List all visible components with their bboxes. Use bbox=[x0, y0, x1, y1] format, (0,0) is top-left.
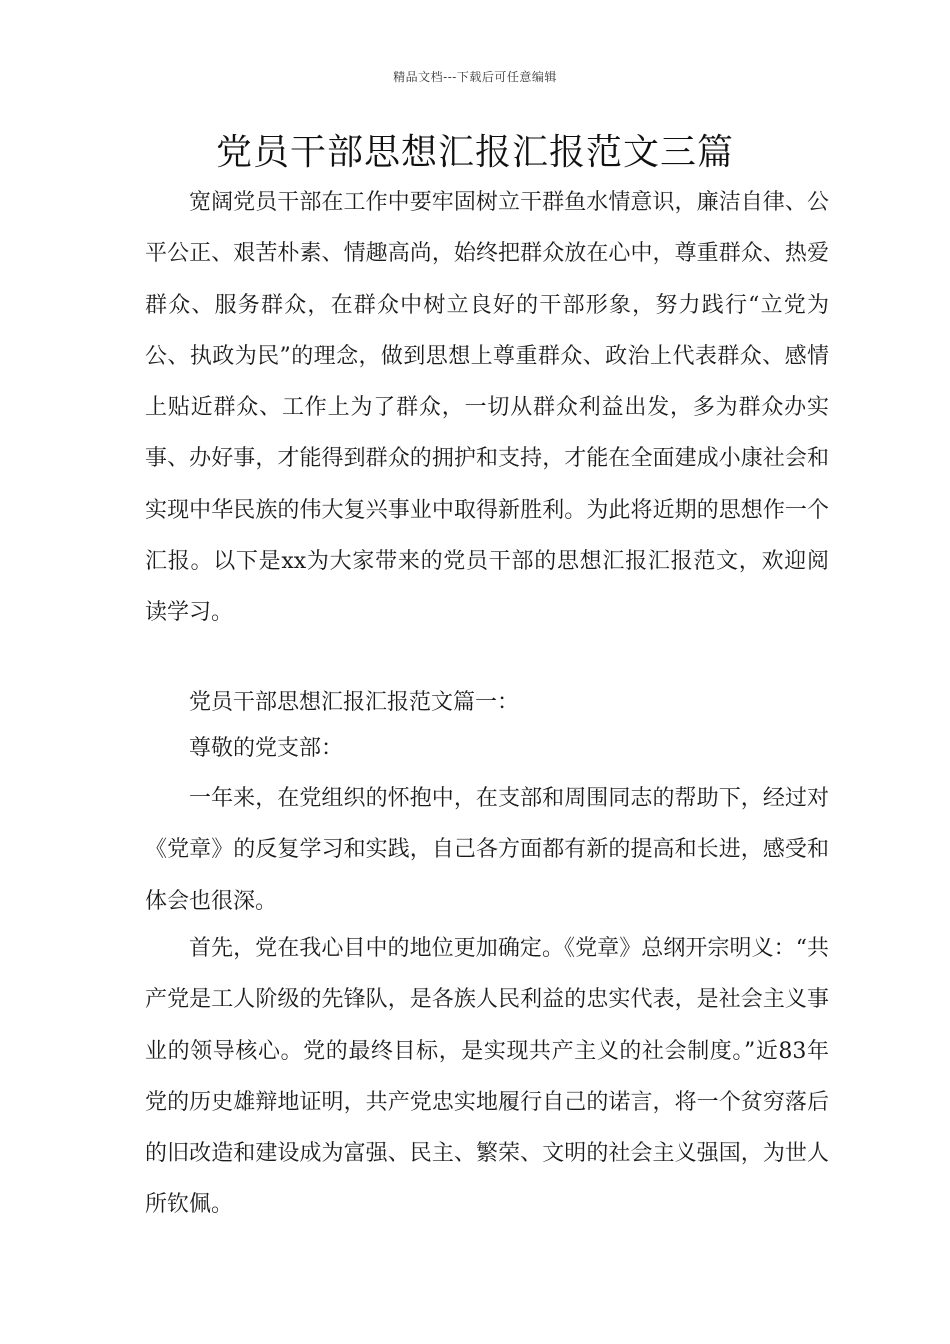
body-paragraph-2: 首先，党在我心目中的地位更加确定。《党章》总纲开宗明义：“共产党是工人阶级的先锋队，是各族人民利益的忠实代表，是社会主义事业的领导核心。党的最终目标，是实现共产主义的社会制度。”近83年党的历史雄辩地证明，共产党忠实地履行自己的诺言，将一个贫穷落后的旧改造和建设成为富强、民主、繁荣、文明的社会主义强国，为世人所钦佩。 bbox=[145, 936, 829, 1218]
salutation: 尊敬的党支部： bbox=[189, 736, 344, 761]
body-paragraph-1: 一年来，在党组织的怀抱中，在支部和周围同志的帮助下，经过对《党章》的反复学习和实践，自己各方面都有新的提高和长进，感受和体会也很深。 bbox=[145, 786, 829, 914]
document-title: 党员干部思想汇报汇报范文三篇 bbox=[215, 132, 734, 173]
section-title: 党员干部思想汇报汇报范文篇一： bbox=[189, 690, 520, 715]
header-note: 精品文档---下载后可任意编辑 bbox=[393, 70, 557, 84]
intro-paragraph: 宽阔党员干部在工作中要牢固树立干群鱼水情意识，廉洁自律、公平公正、艰苦朴素、情趣高尚，始终把群众放在心中，尊重群众、热爱群众、服务群众，在群众中树立良好的干部形象，努力践行“立党为公、执政为民”的理念，做到思想上尊重群众、政治上代表群众、感情上贴近群众、工作上为了群众，一切从群众利益出发，多为群众办实事、办好事，才能得到群众的拥护和支持，才能在全面建成小康社会和实现中华民族的伟大复兴事业中取得新胜利。为此将近期的思想作一个汇报。以下是xx为大家带来的党员干部的思想汇报汇报范文，欢迎阅读学习。 bbox=[145, 190, 829, 626]
